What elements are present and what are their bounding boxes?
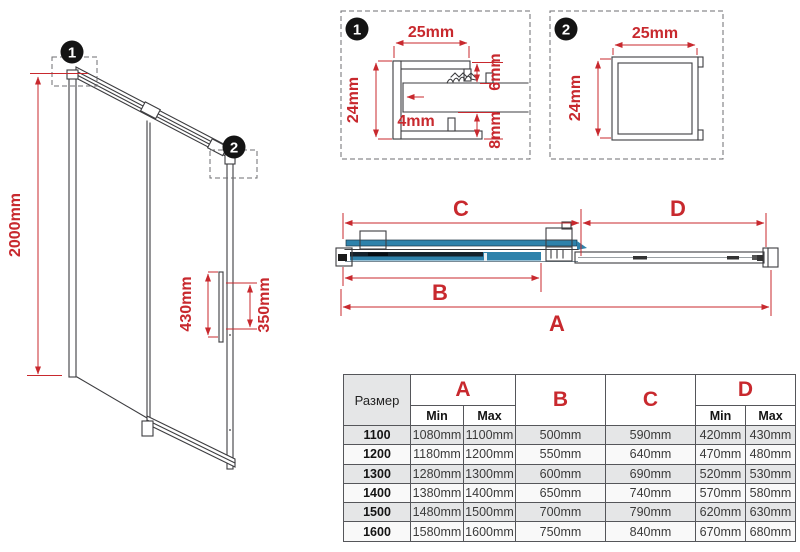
cell-a-min: 1180mm (411, 445, 464, 464)
table-row (344, 503, 796, 522)
cell-d-max: 430mm (746, 426, 796, 445)
cell-d-max: 580mm (746, 483, 796, 502)
detail-1-topgap-label: 6mm (487, 53, 504, 91)
plan-right-wall-profile (757, 248, 778, 267)
col-header-size: Размер (344, 375, 411, 426)
detail-2-width-label: 25mm (631, 25, 679, 42)
size-table (343, 374, 796, 542)
cell-b: 700mm (516, 503, 606, 522)
cell-c: 740mm (606, 483, 696, 502)
cell-d-max: 480mm (746, 445, 796, 464)
cell-c: 590mm (606, 426, 696, 445)
cell-size: 1200 (344, 445, 411, 464)
col-header-c: C (606, 375, 696, 426)
cell-d-min: 570mm (696, 483, 746, 502)
dim-C (343, 196, 581, 256)
cell-a-min: 1280mm (411, 464, 464, 483)
cell-a-max: 1400mm (464, 483, 516, 502)
roller-bracket-1 (141, 102, 161, 119)
cell-a-min: 1580mm (411, 522, 464, 541)
col-header-a: A (411, 375, 516, 406)
cell-a-min: 1380mm (411, 483, 464, 502)
door-handle (219, 272, 223, 342)
cell-b: 500mm (516, 426, 606, 445)
cell-d-max: 530mm (746, 464, 796, 483)
cell-c: 840mm (606, 522, 696, 541)
front-view-drawing (7, 41, 273, 470)
dim-C-label: C (453, 196, 469, 221)
cell-d-min: 420mm (696, 426, 746, 445)
cell-d-min: 520mm (696, 464, 746, 483)
cell-d-min: 620mm (696, 503, 746, 522)
detail-2-box (550, 11, 723, 159)
cell-d-max: 630mm (746, 503, 796, 522)
cell-a-max: 1300mm (464, 464, 516, 483)
dim-350mm-label: 350mm (256, 277, 273, 333)
dim-A (341, 270, 771, 336)
callout-2-number: 2 (229, 139, 239, 157)
dim-A-label: A (549, 311, 565, 336)
cell-a-max: 1100mm (464, 426, 516, 445)
table-row (344, 464, 796, 483)
cell-size: 1500 (344, 503, 411, 522)
col-header-d-min: Min (696, 406, 746, 426)
col-header-d-max: Max (746, 406, 796, 426)
detail-1-box (341, 11, 530, 159)
cell-a-min: 1480mm (411, 503, 464, 522)
cell-size: 1600 (344, 522, 411, 541)
col-header-d: D (696, 375, 796, 406)
cell-size: 1400 (344, 483, 411, 502)
cell-b: 650mm (516, 483, 606, 502)
plan-view-drawing (336, 196, 778, 336)
cell-a-max: 1500mm (464, 503, 516, 522)
callout-1-number: 1 (67, 44, 77, 62)
cell-c: 790mm (606, 503, 696, 522)
dim-B-label: B (432, 280, 448, 305)
detail-1-width-label: 25mm (407, 24, 455, 41)
cell-d-min: 670mm (696, 522, 746, 541)
door-top-rail (346, 240, 577, 246)
cell-d-min: 470mm (696, 445, 746, 464)
detail-2-number: 2 (561, 21, 571, 39)
dim-D (583, 196, 766, 247)
col-header-b: B (516, 375, 606, 426)
cell-b: 600mm (516, 464, 606, 483)
plan-left-wall-profile (336, 248, 352, 266)
cell-a-max: 1200mm (464, 445, 516, 464)
cell-c: 690mm (606, 464, 696, 483)
cell-size: 1300 (344, 464, 411, 483)
dim-D-label: D (670, 196, 686, 221)
detail-2-height-label: 24mm (567, 74, 584, 122)
dim-2000mm-label: 2000mm (7, 192, 24, 258)
table-row (344, 522, 796, 541)
col-header-a-min: Min (411, 406, 464, 426)
dim-430mm (178, 272, 218, 337)
square-profile-section (612, 57, 703, 140)
cell-d-max: 680mm (746, 522, 796, 541)
detail-1-number: 1 (352, 21, 362, 39)
col-header-a-max: Max (464, 406, 516, 426)
bottom-guide-block (142, 421, 153, 436)
detail-1-height-label: 24mm (345, 76, 362, 124)
dim-B (343, 263, 541, 305)
detail-1-bottomgap-label: 8mm (487, 111, 504, 149)
cell-a-max: 1600mm (464, 522, 516, 541)
cell-b: 750mm (516, 522, 606, 541)
table-row (344, 483, 796, 502)
cell-c: 640mm (606, 445, 696, 464)
dim-430mm-label: 430mm (178, 276, 195, 332)
cell-b: 550mm (516, 445, 606, 464)
table-row (344, 426, 796, 445)
detail-1-glassgap-label: 4mm (397, 113, 435, 130)
table-row (344, 445, 796, 464)
plan-fixed-panel (575, 252, 764, 263)
cell-a-min: 1080mm (411, 426, 464, 445)
cell-size: 1100 (344, 426, 411, 445)
